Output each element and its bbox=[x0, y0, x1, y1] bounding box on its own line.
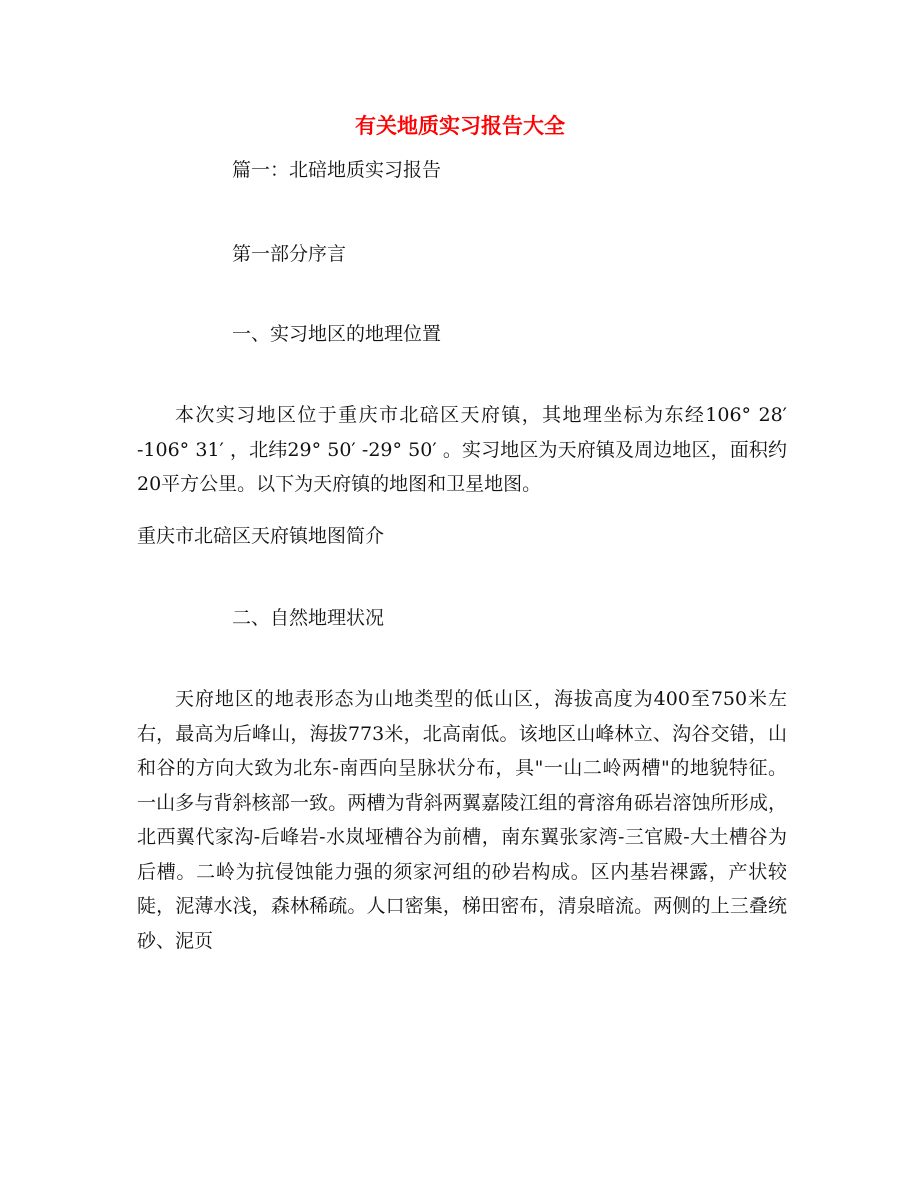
part-heading: 第一部分序言 bbox=[232, 243, 347, 265]
heading-natural-geography: 二、自然地理状况 bbox=[232, 607, 385, 629]
paragraph-location-tail: 重庆市北碚区天府镇地图简介 bbox=[137, 525, 385, 547]
paragraph-natural-geography: 天府地区的地表形态为山地类型的低山区，海拔高度为400至750米左右，最高为后峰山，海拔773米，北高南低。该地区山峰林立、沟谷交错，山和谷的方向大致为北东-南西向呈脉状分布，具"一山二岭两槽"的地貌特征。一山多与背斜核部一致。两槽为背斜两翼嘉陵江组的膏溶角砾岩溶蚀所形成，北西翼代家沟-后峰岩-水岚垭槽谷为前槽，南东翼张家湾-三官殿-大土槽谷为后槽。二岭为抗侵蚀能力强的须家河组的砂岩构成。区内基岩裸露，产状较陡，泥薄水浅，森林稀疏。人口密集，梯田密布，清泉暗流。两侧的上三叠统砂、泥页 bbox=[137, 688, 787, 952]
document-title: 有关地质实习报告大全 bbox=[355, 113, 565, 138]
paragraph-location: 本次实习地区位于重庆市北碚区天府镇，其地理坐标为东经106° 28′ -106° 31′ ，北纬29° 50′ -29° 50′ 。实习地区为天府镇及周边地区，面积约20平方公里。以下为天府镇的地图和卫星地图。 bbox=[137, 404, 787, 495]
heading-geographic-location: 一、实习地区的地理位置 bbox=[232, 323, 442, 345]
section-heading: 篇一：北碚地质实习报告 bbox=[232, 159, 442, 181]
